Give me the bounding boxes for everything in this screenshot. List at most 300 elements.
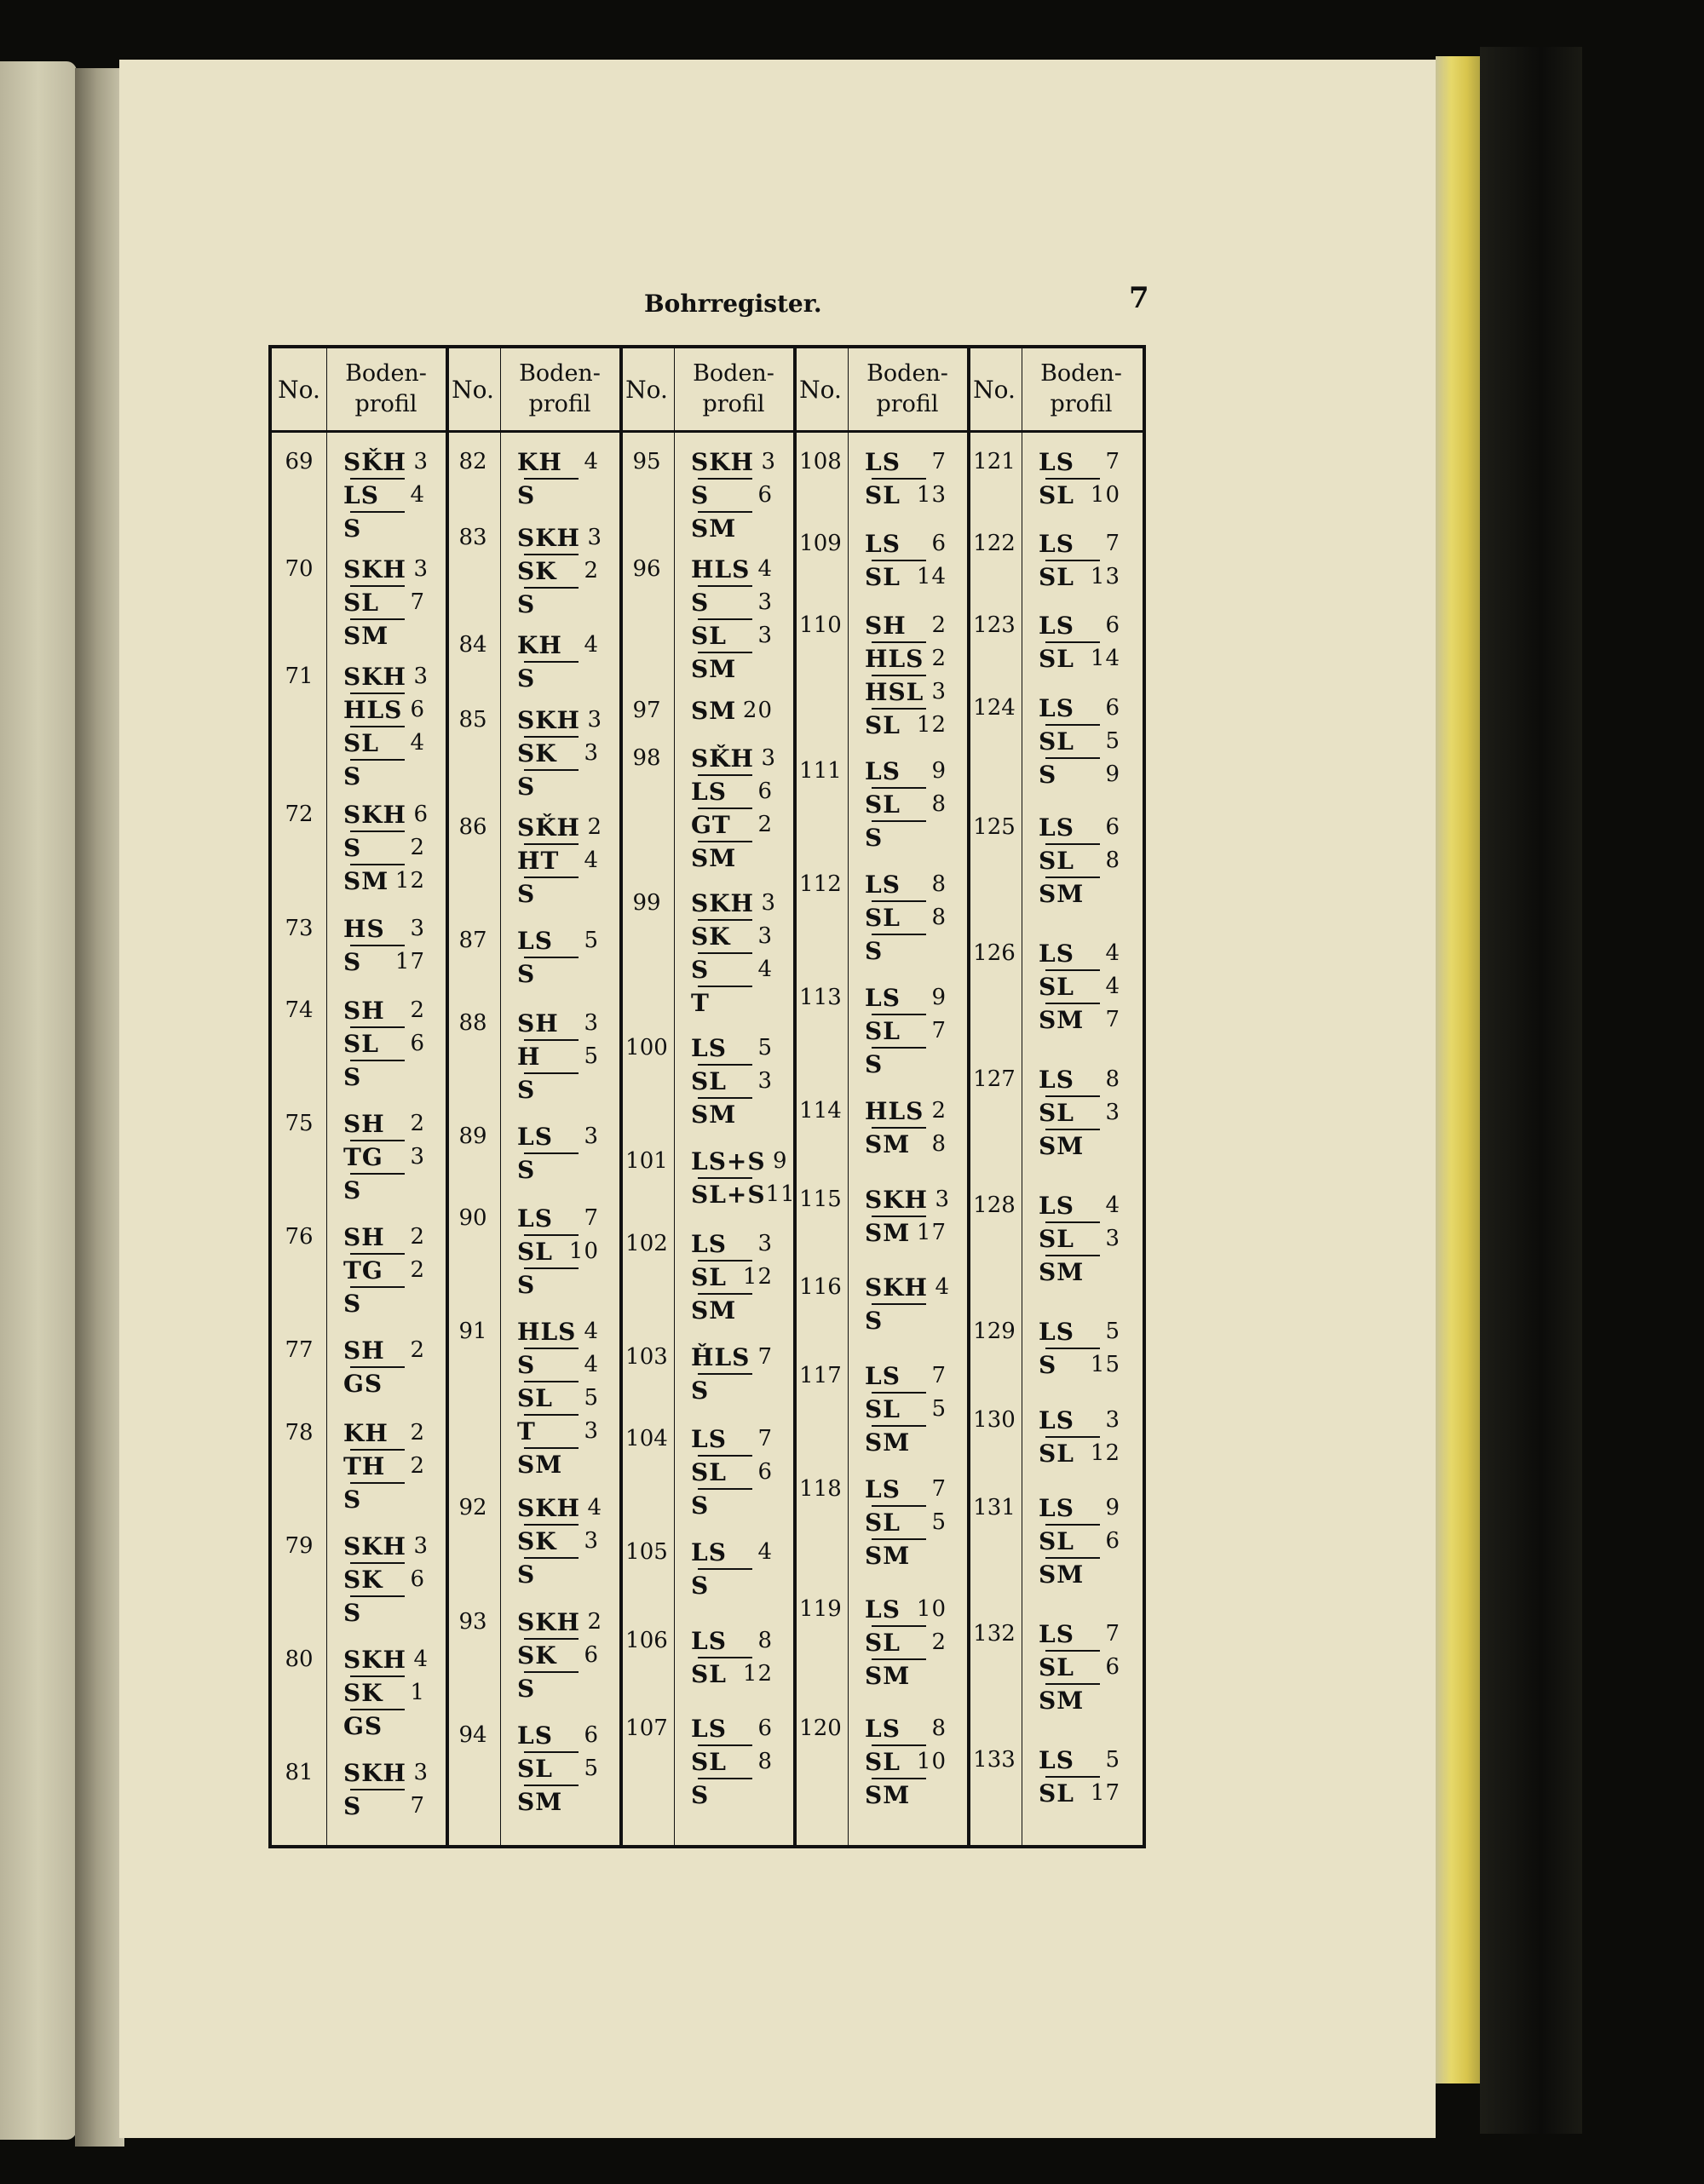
soil-code: SKH [517, 706, 581, 735]
bohrung-number: 72 [285, 802, 314, 828]
layer-row [343, 1597, 425, 1629]
soil-code: SH [343, 1336, 385, 1365]
layer-depth: 6 [584, 1721, 599, 1748]
soil-code: HLS [343, 695, 403, 724]
layer-row [865, 1305, 947, 1336]
soil-code: S [865, 823, 884, 852]
layer-row [343, 1255, 425, 1286]
layer-row [865, 935, 947, 967]
layer-row [1039, 1316, 1120, 1348]
layer-depth: 2 [931, 646, 947, 672]
soil-code: HLS [691, 555, 751, 583]
layer-depth: 7 [931, 1018, 947, 1043]
layer-depth: 2 [587, 814, 603, 841]
layer-depth [751, 1375, 773, 1406]
soil-code: SL [1039, 1439, 1074, 1468]
layer-depth: 6 [757, 482, 773, 508]
soil-code: SM [865, 1218, 911, 1247]
layer-depth [751, 653, 773, 685]
layer-depth: 4 [410, 482, 425, 508]
layer-depth: 2 [410, 1419, 425, 1445]
layer-row [691, 513, 773, 544]
layer-depth: 2 [587, 1608, 603, 1635]
layer-depth: 13 [1090, 564, 1120, 590]
bodenprofil-entry [1039, 1405, 1120, 1469]
layer-depth: 3 [413, 1760, 429, 1786]
layer-row [865, 1129, 947, 1160]
layer-depth: 5 [584, 928, 599, 954]
soil-code: HS [343, 914, 385, 943]
layer-depth: 9 [931, 757, 947, 784]
bohrung-number: 124 [973, 694, 1016, 721]
soil-code: LS [865, 756, 901, 785]
layer-row [517, 555, 599, 587]
layer-depth: 12 [1090, 1440, 1120, 1466]
layer-row [517, 1753, 599, 1785]
bohrung-number: 110 [799, 612, 842, 639]
layer-row [691, 987, 773, 1019]
layer-row [1039, 726, 1120, 757]
layer-row [343, 832, 425, 864]
soil-code: SKH [343, 1759, 407, 1788]
bodenprofil-entry [1039, 1316, 1120, 1381]
bohrung-number: 117 [799, 1363, 842, 1388]
layer-row [1039, 1492, 1120, 1524]
soil-code: T [691, 989, 710, 1017]
soil-code: LS+S [691, 1147, 766, 1176]
layer-row [691, 620, 773, 652]
soil-code: SL [691, 1458, 727, 1486]
layer-row [517, 1349, 599, 1381]
layer-depth [924, 1540, 947, 1572]
soil-code: SL [343, 1029, 379, 1058]
bodenprofil-entry [1039, 528, 1120, 593]
bodenprofil-entry [865, 446, 947, 511]
bodenprofil-entry [691, 743, 777, 874]
soil-code: S [343, 514, 362, 543]
layer-depth: 20 [742, 698, 773, 724]
soil-code: S [691, 1376, 710, 1405]
bohrung-number: 108 [799, 449, 842, 474]
bodenprofil-entry [343, 1417, 425, 1515]
header-rule [272, 430, 1143, 433]
soil-code: SL [865, 481, 901, 509]
bodenprofil-entry [865, 1272, 951, 1336]
layer-depth [1098, 1130, 1120, 1162]
soil-code: LS [1039, 1494, 1074, 1523]
layer-row [343, 995, 425, 1026]
bohrung-number: 114 [799, 1098, 842, 1124]
bohrung-number: 76 [285, 1224, 314, 1250]
bodenprofil-entry [1039, 1618, 1120, 1716]
soil-code: HT [517, 847, 560, 876]
layer-row [691, 1490, 773, 1521]
bohrung-number: 120 [799, 1716, 842, 1742]
soil-code: SL [865, 790, 901, 819]
layer-row [517, 1720, 599, 1751]
layer-depth [577, 1673, 599, 1704]
bohrung-number: 97 [632, 698, 661, 724]
layer-row [517, 1154, 599, 1186]
layer-depth: 4 [935, 1274, 951, 1301]
layer-row [517, 1316, 599, 1348]
layer-row [691, 1658, 773, 1690]
layer-depth: 14 [916, 564, 947, 590]
layer-depth [403, 1710, 425, 1742]
bohrung-number: 98 [632, 744, 661, 771]
layer-row [691, 1146, 788, 1177]
bohrung-number: 73 [285, 915, 314, 941]
header-no: No. [973, 375, 1016, 404]
layer-row [691, 921, 773, 952]
layer-row [343, 1417, 425, 1449]
bodenprofil-entry [343, 1757, 429, 1822]
layer-row [343, 1531, 429, 1562]
soil-code: S [691, 481, 710, 509]
bodenprofil-entry [691, 1713, 773, 1811]
layer-row [1039, 528, 1120, 560]
layer-row [343, 1564, 425, 1595]
layer-depth: 3 [1105, 1406, 1120, 1433]
bohrung-number: 87 [458, 928, 487, 954]
soil-code: SL [865, 1395, 901, 1423]
layer-row [517, 1203, 599, 1234]
layer-row [343, 913, 425, 945]
layer-row [343, 1484, 425, 1515]
soil-code: LS [1039, 1066, 1074, 1095]
layer-depth: 3 [413, 449, 429, 474]
layer-depth: 4 [584, 1352, 599, 1378]
layer-row [1039, 1349, 1120, 1381]
bohrung-number: 83 [458, 524, 487, 550]
layer-depth [924, 1779, 947, 1811]
soil-code: SKH [517, 523, 581, 552]
layer-row [343, 554, 429, 585]
layer-row [1039, 1064, 1120, 1095]
layer-depth: 4 [413, 1647, 429, 1672]
layer-depth: 6 [931, 531, 947, 557]
layer-depth: 3 [410, 915, 425, 941]
layer-row [1039, 643, 1120, 675]
soil-code: SM [343, 867, 389, 896]
soil-code: SM [865, 1428, 911, 1457]
layer-row [517, 958, 599, 990]
layer-depth: 3 [1105, 1226, 1120, 1252]
layer-depth [403, 1368, 425, 1399]
layer-row [1039, 1685, 1120, 1716]
soil-code: SK [691, 922, 731, 951]
soil-code: S [343, 1176, 362, 1204]
layer-row [1039, 446, 1120, 478]
layer-row [517, 446, 599, 478]
soil-code: S [865, 1307, 884, 1336]
layer-row [343, 1710, 425, 1742]
layer-row [1039, 561, 1120, 593]
layer-depth [924, 1427, 947, 1458]
layer-depth: 12 [742, 1660, 773, 1687]
soil-code: SL [1039, 1527, 1074, 1556]
bodenprofil-entry [517, 1121, 599, 1186]
layer-depth: 5 [931, 1509, 947, 1536]
layer-depth: 6 [584, 1641, 599, 1668]
layer-depth: 11 [765, 1181, 796, 1208]
layer-depth: 2 [931, 612, 947, 639]
soil-code: SH [517, 1009, 559, 1037]
soil-code: SL [1039, 645, 1074, 674]
layer-depth: 4 [410, 729, 425, 756]
layer-depth [924, 1305, 947, 1336]
soil-code: SL [691, 1659, 727, 1688]
soil-code: SM [1039, 1560, 1085, 1589]
soil-code: KH [517, 630, 562, 659]
bohrung-number: 95 [632, 449, 661, 474]
layer-row [343, 1288, 425, 1319]
bohrung-number: 112 [799, 871, 842, 897]
bodenprofil-entry [517, 925, 599, 990]
bodenprofil-entry [517, 629, 599, 694]
layer-depth [577, 1269, 599, 1301]
bohrung-number: 85 [458, 707, 487, 733]
soil-code: S [343, 762, 362, 790]
column-divider-thin [326, 348, 327, 1845]
bohrung-number: 133 [973, 1747, 1016, 1773]
layer-row [1039, 1778, 1120, 1809]
soil-code: LS [517, 1204, 553, 1233]
layer-row [343, 761, 425, 792]
layer-depth: 3 [761, 744, 777, 771]
layer-row [865, 1474, 947, 1505]
layer-row [1039, 938, 1120, 969]
soil-code: S [865, 1050, 884, 1078]
layer-depth [1098, 878, 1120, 910]
bohrung-number: 109 [799, 531, 842, 557]
bodenprofil-entry [691, 1423, 773, 1521]
layer-depth: 8 [931, 1716, 947, 1742]
layer-row [517, 1786, 599, 1818]
layer-row [517, 1008, 599, 1039]
layer-depth: 10 [1090, 482, 1120, 508]
soil-code: SKH [517, 1494, 581, 1523]
layer-depth: 2 [757, 811, 773, 837]
layer-row [865, 446, 947, 478]
layer-row [1039, 759, 1120, 790]
bohrregister-table [268, 345, 1146, 1848]
layer-depth: 3 [584, 1528, 599, 1555]
layer-depth [1098, 1685, 1120, 1716]
bodenprofil-entry [691, 1625, 773, 1690]
soil-code: S [343, 1290, 362, 1319]
soil-code: SM [1039, 1687, 1085, 1716]
layer-depth: 15 [1090, 1352, 1120, 1378]
soil-code: SH [343, 996, 385, 1025]
layer-row [865, 676, 947, 708]
bodenprofil-entry [691, 695, 773, 727]
layer-row [1039, 1223, 1120, 1255]
soil-code: SH [343, 1223, 385, 1252]
soil-code: S [517, 481, 536, 509]
header-no: No. [278, 375, 320, 404]
layer-depth: 3 [761, 890, 777, 916]
bohrung-number: 101 [625, 1148, 668, 1175]
layer-depth [577, 1154, 599, 1186]
layer-depth: 7 [1105, 531, 1120, 557]
soil-code: S [517, 1155, 536, 1184]
layer-row [865, 982, 947, 1014]
layer-depth [751, 1570, 773, 1601]
layer-depth [577, 878, 599, 910]
layer-depth: 2 [410, 997, 425, 1023]
bohrung-number: 70 [285, 555, 314, 582]
bodenprofil-entry [517, 1008, 599, 1106]
layer-depth [1098, 1559, 1120, 1590]
soil-code: SM [865, 1781, 911, 1810]
soil-code: SL [517, 1754, 553, 1783]
soil-code: LS [1039, 530, 1074, 559]
bodenprofil-entry [517, 522, 603, 620]
layer-depth: 10 [916, 1749, 947, 1775]
bohrung-number: 115 [799, 1186, 842, 1212]
soil-code: SǨH [343, 448, 407, 476]
soil-code: SL [691, 621, 727, 650]
layer-row [1039, 693, 1120, 724]
bohrung-number: 82 [458, 449, 487, 474]
bodenprofil-entry [865, 610, 947, 741]
layer-depth: 3 [584, 1418, 599, 1445]
layer-depth [403, 620, 425, 652]
soil-code: LS [1039, 813, 1074, 842]
layer-depth: 2 [410, 835, 425, 861]
soil-code: SL [1039, 563, 1074, 592]
soil-code: LS [691, 1626, 727, 1655]
soil-code: SKH [517, 1607, 581, 1636]
soil-code: SK [343, 1679, 383, 1707]
layer-depth: 8 [931, 904, 947, 930]
soil-code: LS [1039, 693, 1074, 722]
layer-row [1039, 1438, 1120, 1469]
layer-row [865, 1540, 947, 1572]
layer-row [865, 1360, 947, 1392]
layer-row [865, 528, 947, 560]
layer-depth: 2 [410, 1452, 425, 1479]
soil-code: SL [1039, 727, 1074, 756]
bohrung-number: 93 [458, 1608, 487, 1635]
soil-code: SL [865, 711, 901, 740]
soil-code: SL [1039, 1779, 1074, 1808]
soil-code: SL [691, 1067, 727, 1096]
layer-row [1039, 1652, 1120, 1683]
bodenprofil-entry [517, 704, 603, 802]
layer-depth: 17 [1090, 1780, 1120, 1807]
layer-depth: 2 [931, 1629, 947, 1655]
soil-code: SǨH [691, 744, 755, 773]
soil-code: S [517, 880, 536, 909]
bodenprofil-entry [865, 756, 947, 853]
bodenprofil-entry [865, 1713, 947, 1811]
bohrung-number: 96 [632, 555, 661, 582]
soil-code: S [517, 664, 536, 693]
layer-depth: 8 [1105, 848, 1120, 874]
soil-code: SM [865, 1542, 911, 1571]
bodenprofil-entry [517, 1203, 599, 1301]
layer-depth [403, 1288, 425, 1319]
layer-row [691, 695, 773, 727]
bodenprofil-entry [1039, 1744, 1120, 1809]
layer-row [517, 738, 599, 769]
layer-row [865, 1713, 947, 1744]
header-bodenprofil: Boden- profil [519, 359, 601, 417]
layer-row [865, 902, 947, 934]
layer-row [517, 1269, 599, 1301]
bohrung-number: 100 [625, 1035, 668, 1061]
bohrung-number: 127 [973, 1066, 1016, 1093]
layer-depth: 5 [931, 1396, 947, 1422]
bodenprofil-entry [865, 1095, 947, 1160]
soil-code: LS [865, 870, 901, 899]
layer-depth: 3 [935, 1186, 951, 1212]
soil-code: LS [517, 927, 553, 956]
soil-code: SL [865, 1509, 901, 1537]
soil-code: SL [1039, 847, 1074, 876]
soil-code: LS [1039, 940, 1074, 968]
layer-depth: 9 [931, 985, 947, 1010]
soil-code: SL [1039, 1225, 1074, 1254]
soil-code: H [517, 1042, 541, 1071]
bodenprofil-entry [865, 869, 947, 967]
layer-row [865, 1627, 947, 1658]
bohrung-number: 92 [458, 1495, 487, 1521]
soil-code: SL [691, 1748, 727, 1777]
layer-row [1039, 1097, 1120, 1129]
soil-code: LS [1039, 1746, 1074, 1775]
layer-depth: 5 [584, 1385, 599, 1411]
layer-row [691, 776, 773, 808]
soil-code: LS [691, 1538, 727, 1567]
soil-code: S [343, 947, 362, 976]
soil-code: SM [1039, 1006, 1085, 1035]
soil-code: SKH [343, 801, 407, 830]
layer-row [1039, 1190, 1120, 1221]
soil-code: LS [865, 1362, 901, 1390]
layer-row [691, 1066, 773, 1097]
layer-row [1039, 1744, 1120, 1776]
soil-code: GT [691, 810, 731, 839]
layer-depth [403, 513, 425, 544]
layer-depth: 3 [757, 622, 773, 648]
soil-code: LS [865, 1595, 901, 1624]
layer-depth [924, 822, 947, 853]
layer-depth: 1 [410, 1680, 425, 1705]
soil-code: LS [865, 448, 901, 476]
layer-row [343, 1061, 425, 1093]
soil-code: SM [691, 654, 737, 683]
left-page-edge [0, 61, 77, 2140]
layer-depth: 6 [410, 1030, 425, 1056]
layer-row [517, 480, 599, 511]
layer-depth: 7 [410, 1793, 425, 1819]
layer-depth: 17 [394, 948, 425, 974]
bodenprofil-entry [1039, 938, 1120, 1036]
layer-row [343, 1221, 425, 1253]
layer-row [691, 1295, 773, 1326]
layer-depth: 7 [1105, 449, 1120, 474]
layer-row [865, 610, 947, 641]
layer-row [1039, 1618, 1120, 1650]
layer-row [865, 1184, 951, 1216]
layer-depth: 5 [1105, 727, 1120, 754]
bohrung-number: 125 [973, 814, 1016, 841]
layer-row [1039, 971, 1120, 1003]
soil-code: SK [343, 1565, 383, 1594]
